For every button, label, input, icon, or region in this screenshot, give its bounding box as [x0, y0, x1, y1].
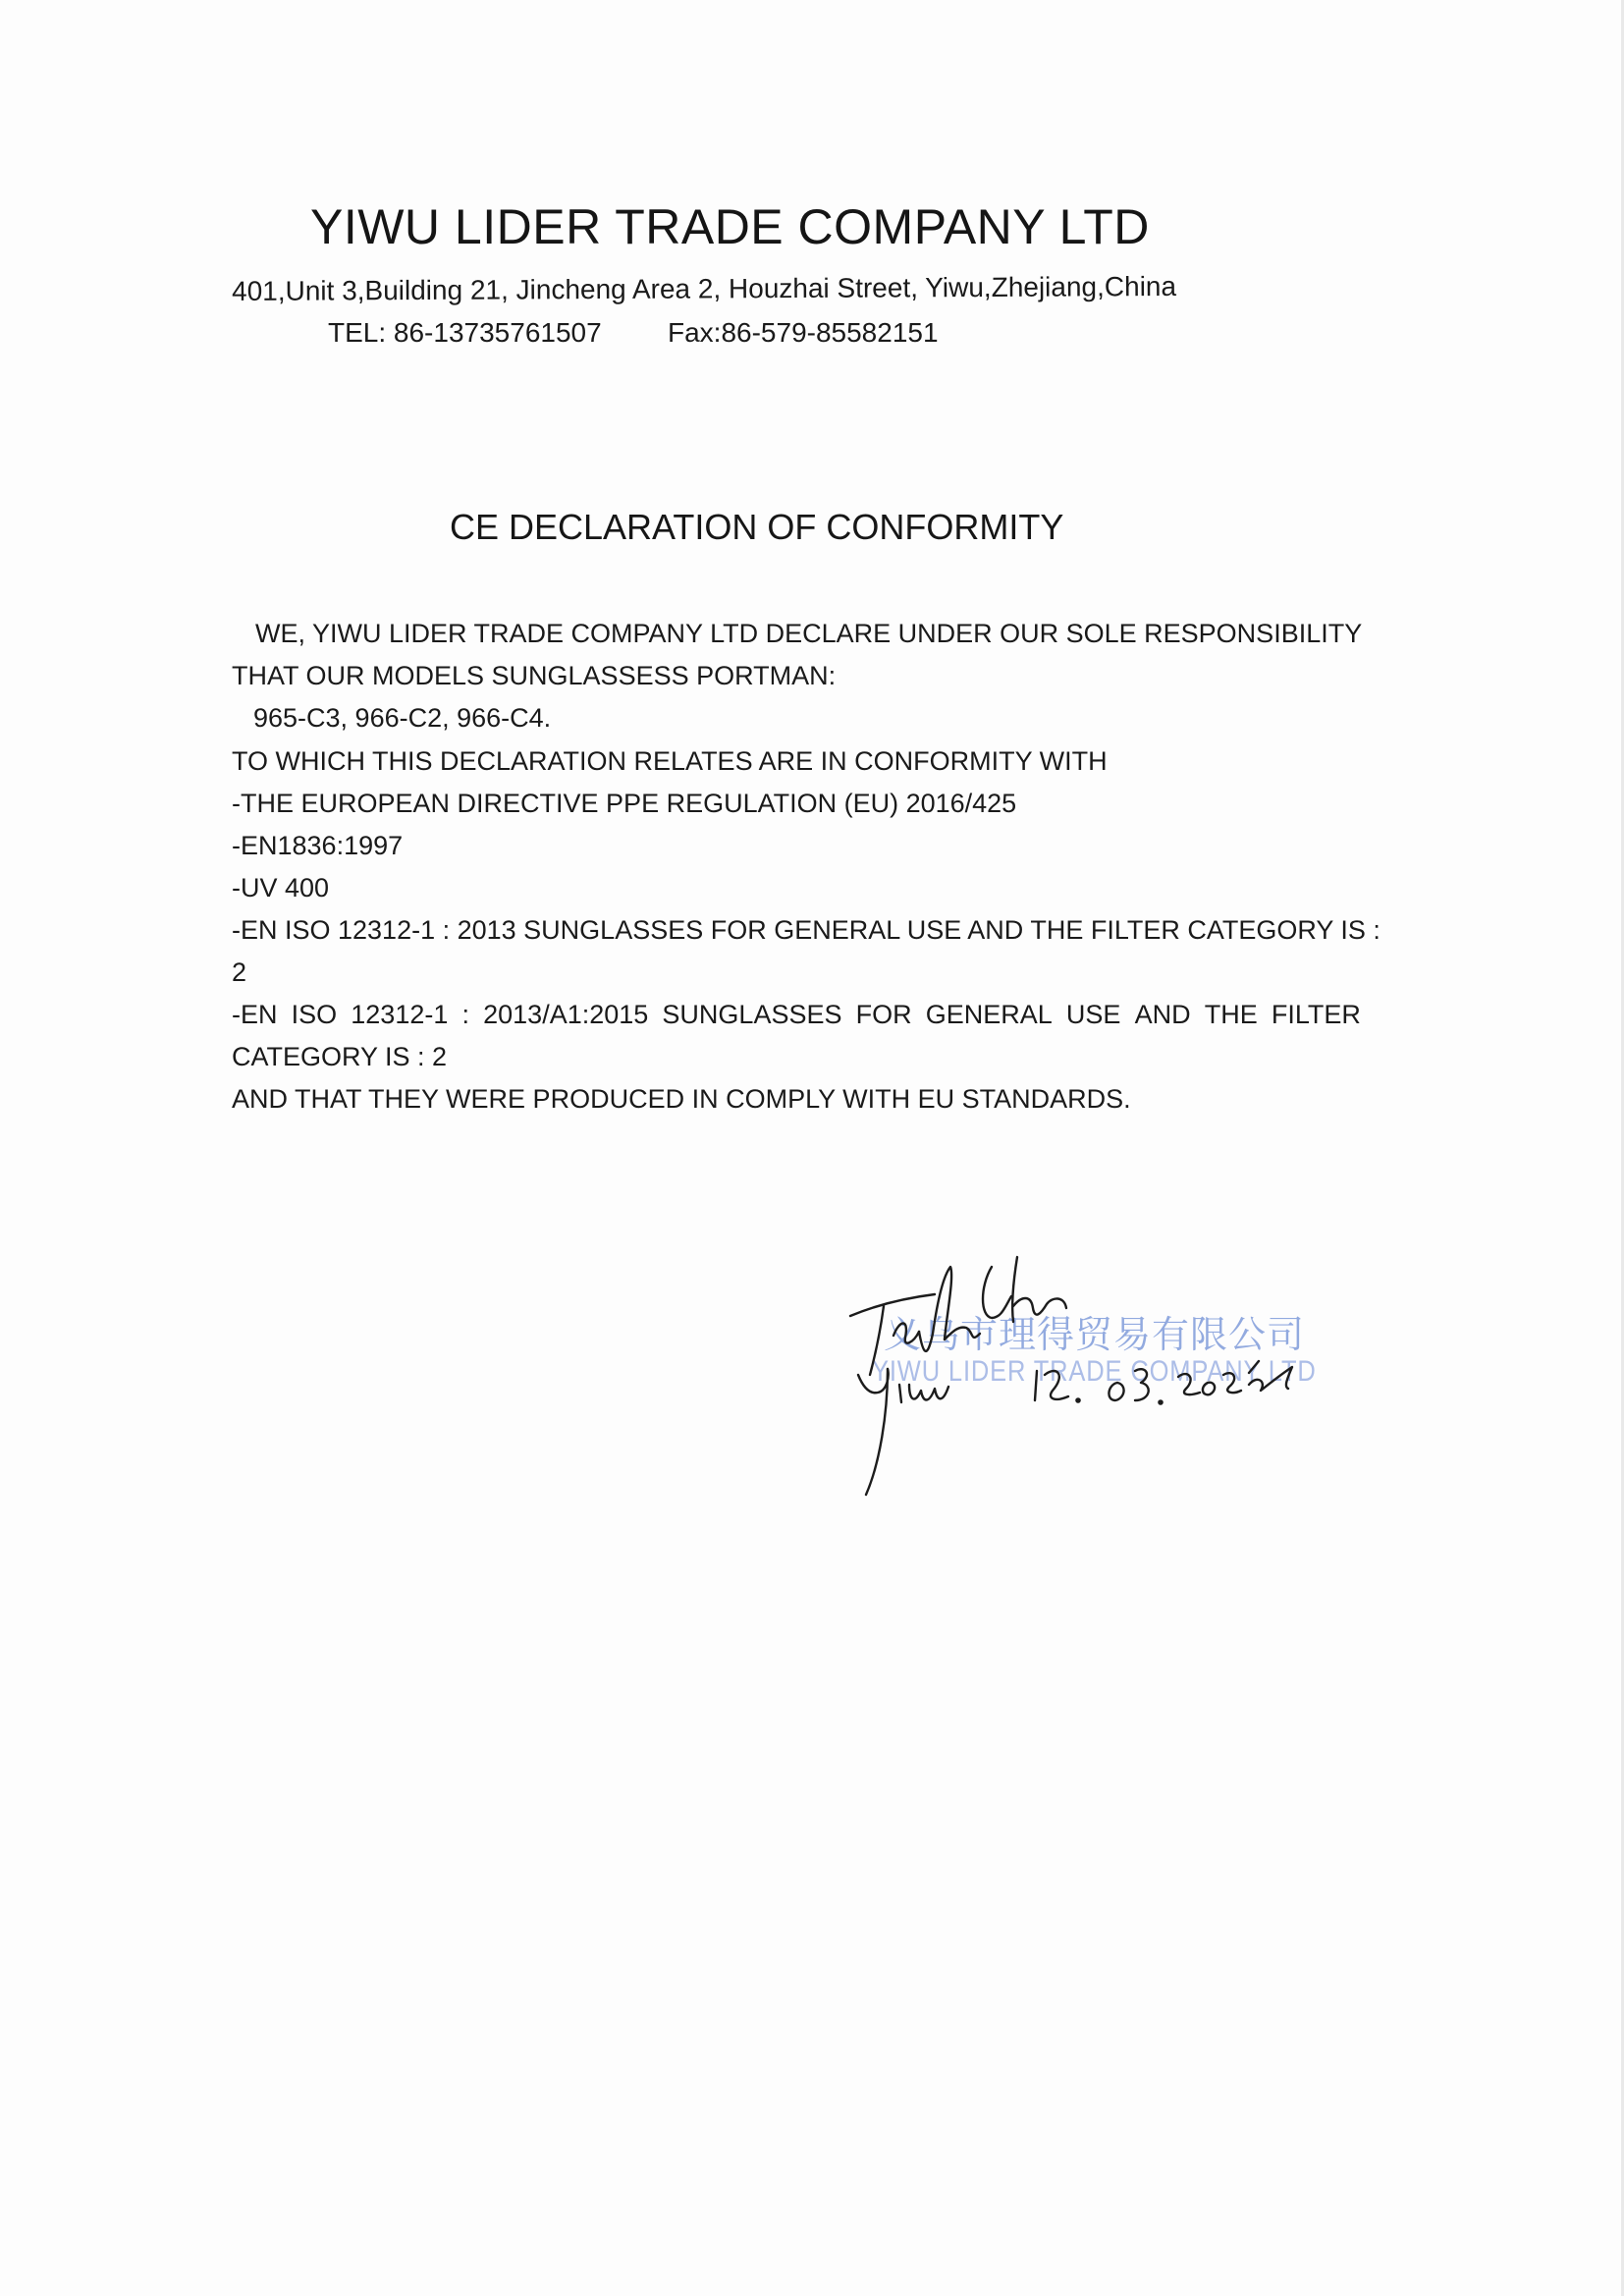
word: GENERAL [925, 1000, 1053, 1029]
declaration-line-2: THAT OUR MODELS SUNGLASSESS PORTMAN: [232, 661, 837, 690]
standard-uv400: -UV 400 [232, 873, 330, 902]
standard-ppe-regulation: -THE EUROPEAN DIRECTIVE PPE REGULATION (EU) 2016/425 [232, 789, 1017, 818]
declaration-models: 965-C3, 966-C2, 966-C4. [253, 703, 552, 733]
company-fax: Fax:86-579-85582151 [668, 317, 939, 348]
word: FILTER [1271, 1000, 1361, 1029]
declaration-line-1: WE, YIWU LIDER TRADE COMPANY LTD DECLARE UNDER OUR SOLE RESPONSIBILITY [255, 619, 1363, 648]
handwritten-signature [844, 1237, 1316, 1512]
word: 2013/A1:2015 [483, 1000, 649, 1029]
word: ISO [291, 1000, 338, 1029]
word: FOR [855, 1000, 912, 1029]
company-name-heading: YIWU LIDER TRADE COMPANY LTD [310, 199, 1150, 254]
company-stamp-chinese: 义乌市理得贸易有限公司 [884, 1313, 1306, 1356]
word: : [461, 1000, 469, 1029]
word: -EN [232, 1000, 278, 1029]
company-address: 401,Unit 3,Building 21, Jincheng Area 2, Houzhai Street, Yiwu,Zhejiang,China [232, 270, 1177, 306]
company-stamp-english: YIWU LIDER TRADE COMPANY LTD [872, 1355, 1317, 1388]
word: 12312-1 [351, 1000, 449, 1029]
standard-en1836: -EN1836:1997 [232, 831, 404, 860]
word: THE [1204, 1000, 1258, 1029]
declaration-closing: AND THAT THEY WERE PRODUCED IN COMPLY WITH EU STANDARDS. [232, 1084, 1131, 1114]
word: SUNGLASSES [662, 1000, 842, 1029]
word: USE [1065, 1000, 1121, 1029]
document-title: CE DECLARATION OF CONFORMITY [450, 507, 1064, 547]
filter-category-line: CATEGORY IS : 2 [232, 1042, 448, 1071]
signature-and-stamp [844, 1237, 1316, 1512]
standard-en-iso-12312-a1-2015 [232, 1000, 1361, 1030]
word: AND [1134, 1000, 1191, 1029]
standard-en-iso-12312-2013: -EN ISO 12312-1 : 2013 SUNGLASSES FOR GENERAL USE AND THE FILTER CATEGORY IS : [232, 915, 1380, 945]
filter-category-value: 2 [232, 957, 247, 987]
declaration-line-4: TO WHICH THIS DECLARATION RELATES ARE IN CONFORMITY WITH [232, 746, 1108, 776]
company-telephone: TEL: 86-13735761507 [328, 317, 602, 348]
